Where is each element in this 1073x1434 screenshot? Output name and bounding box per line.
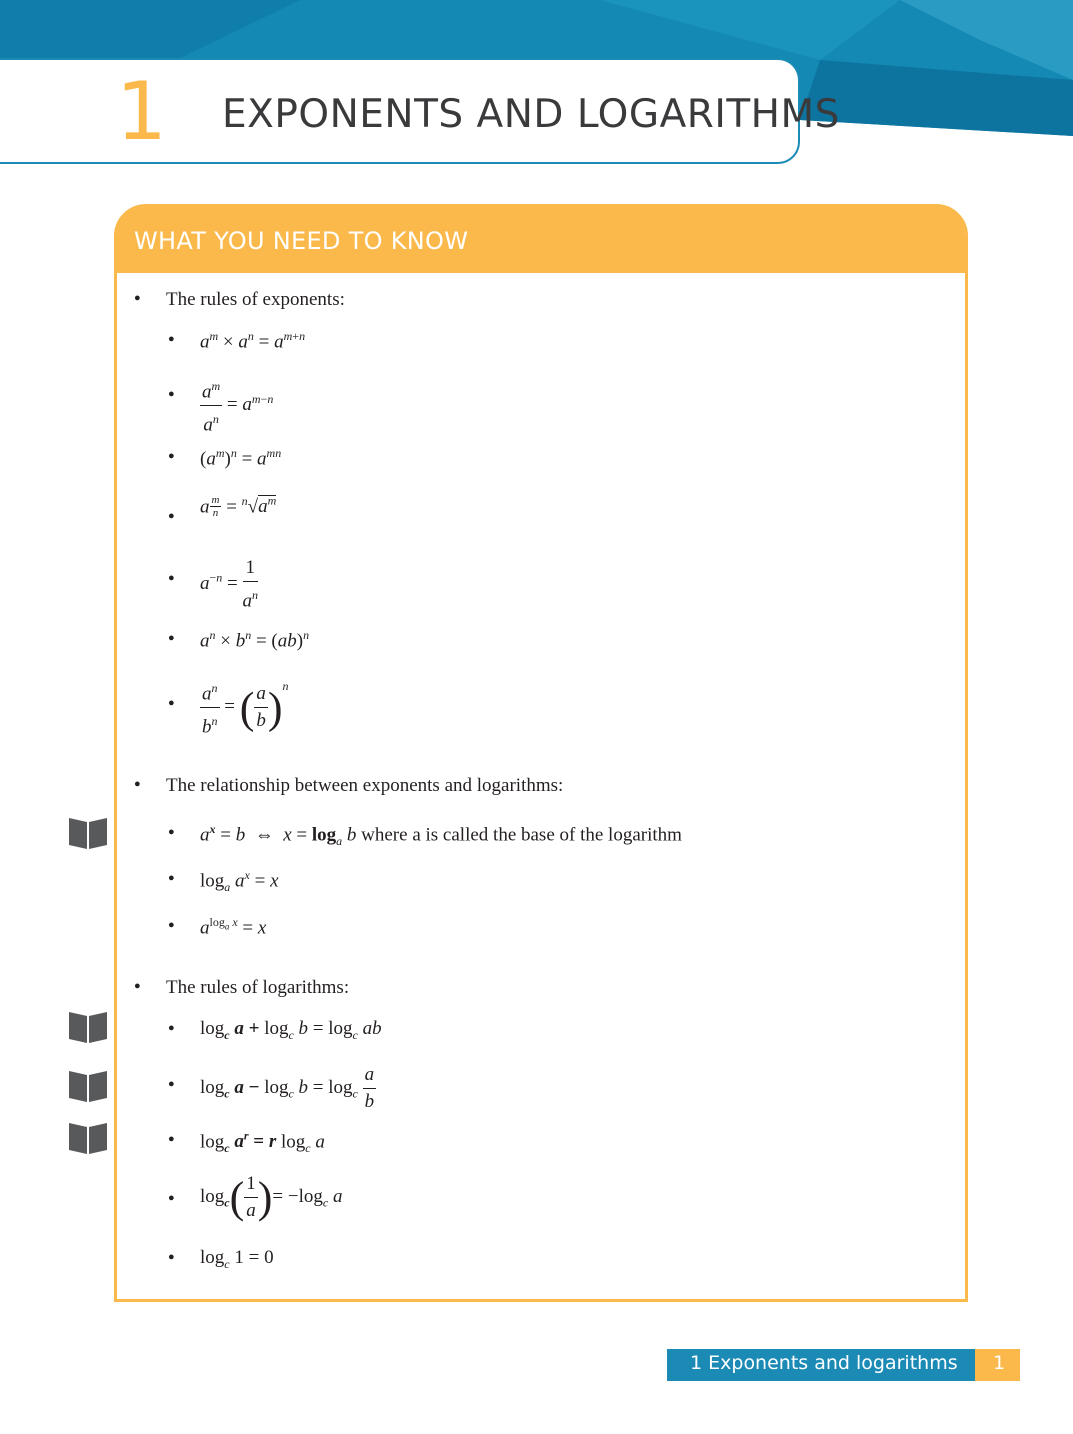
book-icon [68,814,108,850]
bullet: ● [134,292,141,304]
section-label: The relationship between exponents and logarithms: [166,775,564,796]
book-icon [68,1119,108,1155]
book-icon [68,1067,108,1103]
box-heading: WHAT YOU NEED TO KNOW [134,227,469,255]
section-label: The rules of logarithms: [166,977,350,998]
relationship-note: where a is called the base of the logarithm [361,824,682,846]
section-label: The rules of exponents: [166,289,345,310]
footer-page-number: 1 [975,1349,1020,1381]
box-header [117,207,965,273]
chapter-number: 1 [116,65,167,158]
book-icon [68,1008,108,1044]
chapter-title: EXPONENTS AND LOGARITHMS [222,92,840,137]
footer-chapter-title: 1 Exponents and logarithms [667,1349,975,1381]
